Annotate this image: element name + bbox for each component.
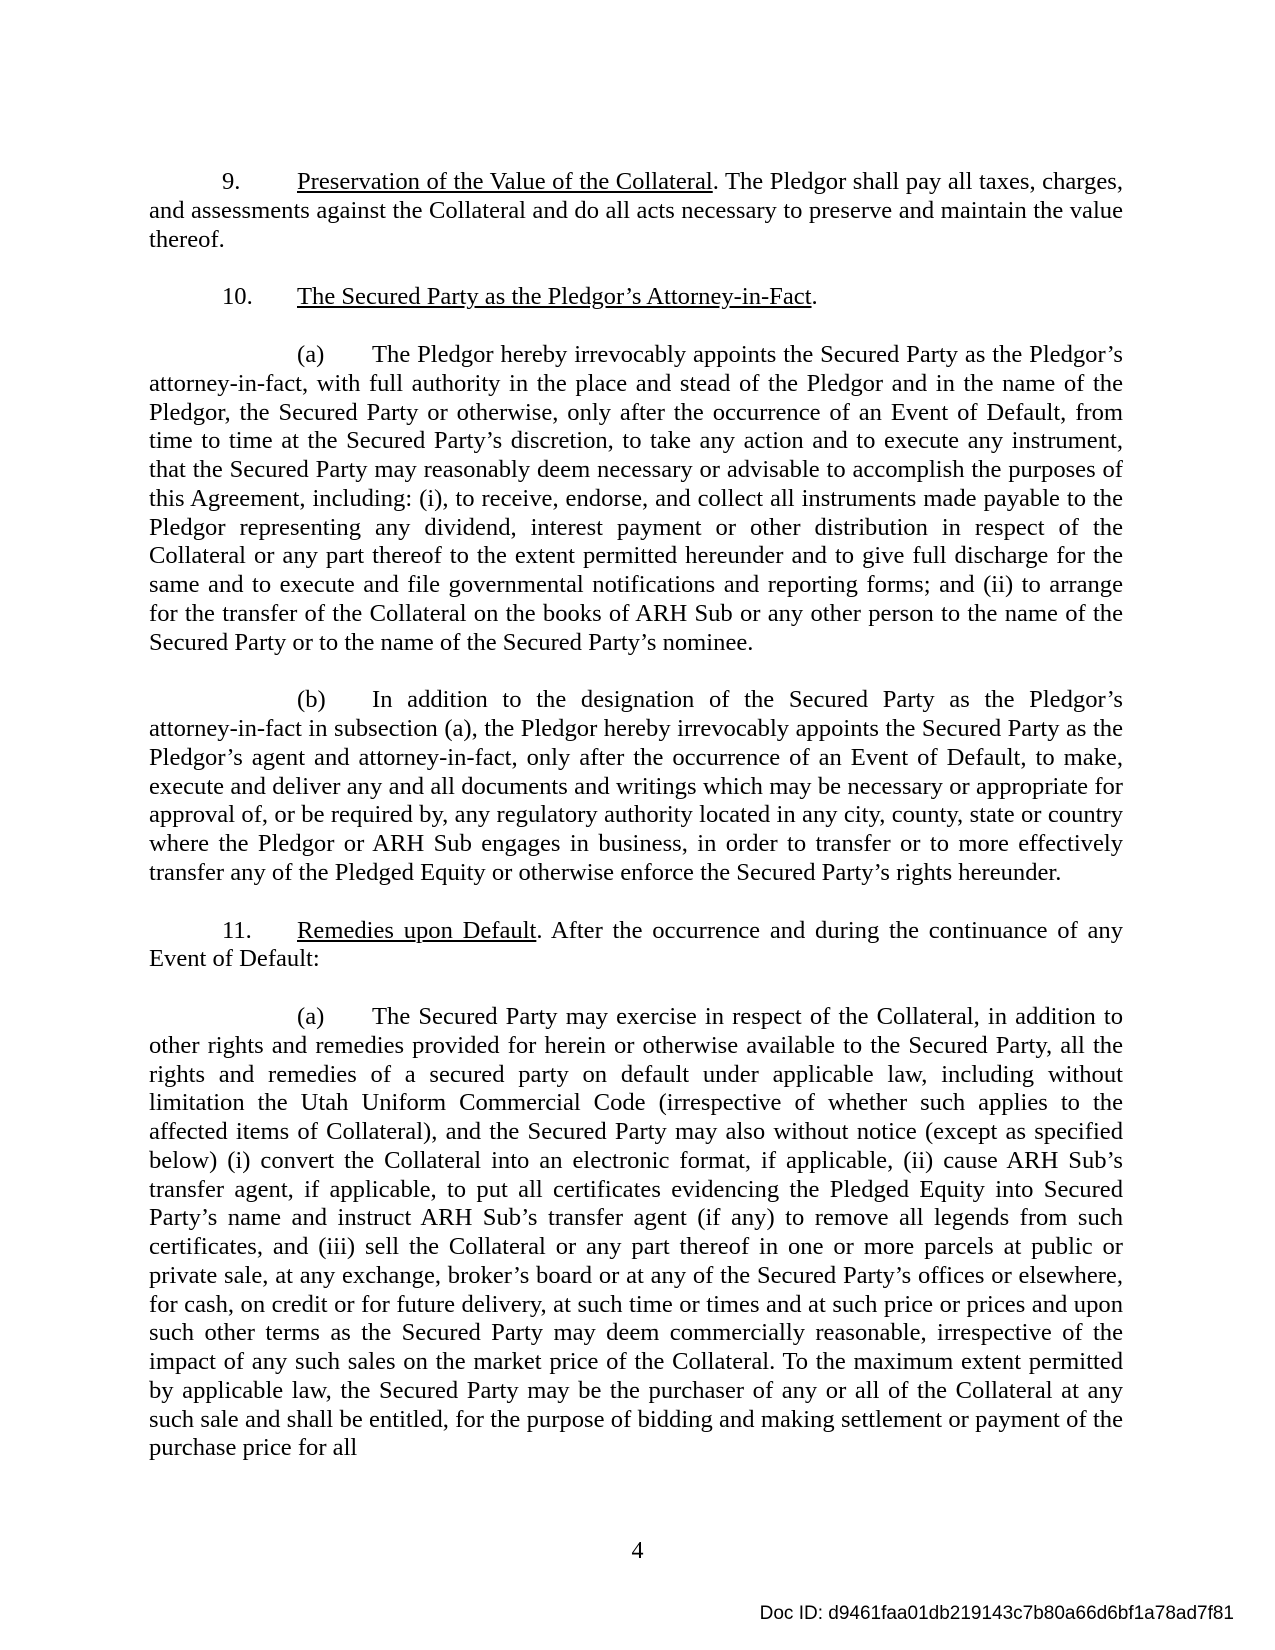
section-heading: The Secured Party as the Pledgor’s Attorney-in-Fact (297, 283, 812, 311)
section-9-paragraph (149, 168, 1123, 254)
subsection-text: The Pledgor hereby irrevocably appoints the Secured Party as the Pledgor’s attorney-in-fact, with full authority in the place and stead of the Pledgor and in the name of the Pledgor, the Secured Party or otherwise, only after the occurrence of an Event of Default, from time to time at the Secured Party’s discretion, to take any action and to execute any instrument, that the Secured Party may reasonably deem necessary or advisable to accomplish the purposes of this Agreement, including: (i), to receive, endorse, and collect all instruments made payable to the Pledgor representing any dividend, interest payment or other distribution in respect of the Collateral or any part thereof to the extent permitted hereunder and to give full discharge for the same and to execute and file governmental notifications and reporting forms; and (ii) to arrange for the transfer of the Collateral on the books of ARH Sub or any other person to the name of the Secured Party or to the name of the Secured Party’s nominee. (149, 341, 1123, 656)
subsection-label: (b) (297, 686, 326, 714)
section-11-paragraph (149, 917, 1123, 975)
subsection-text: In addition to the designation of the Secured Party as the Pledgor’s attorney-in-fact in subsection (a), the Pledgor hereby irrevocably appoints the Secured Party as the Pledgor’s agent and attorney-in-fact, only after the occurrence of an Event of Default, to make, execute and deliver any and all documents and writings which may be necessary or appropriate for approval of, or be required by, any regulatory authority located in any city, county, state or country where the Pledgor or ARH Sub engages in business, in order to transfer or to more effectively transfer any of the Pledged Equity or otherwise enforce the Secured Party’s rights hereunder. (149, 686, 1123, 886)
section-10a-paragraph (149, 341, 1123, 657)
section-heading: Remedies upon Default (297, 916, 537, 944)
subsection-label: (a) (297, 1003, 325, 1030)
subsection-label: (a) (297, 341, 325, 368)
section-10b-paragraph (149, 686, 1123, 887)
document-page (149, 168, 1123, 1492)
subsection-text: The Secured Party may exercise in respect of the Collateral, in addition to other rights and remedies provided for herein or otherwise available to the Secured Party, all the rights and remedies of a secured party on default under applicable law, including without limitation the Utah Uniform Commercial Code (irrespective of whether such applies to the affected items of Collateral), and the Secured Party may also without notice (except as specified below) (i) convert the Collateral into an electronic format, if applicable, (ii) cause ARH Sub’s transfer agent, if applicable, to put all certificates evidencing the Pledged Equity into Secured Party’s name and instruct ARH Sub’s transfer agent (if any) to remove all legends from such certificates, and (iii) sell the Collateral or any part thereof in one or more parcels at public or private sale, at any exchange, broker’s board or at any of the Secured Party’s offices or elsewhere, for cash, on credit or for future delivery, at such time or times and at such price or prices and upon such other terms as the Secured Party may deem commercially reasonable, irrespective of the impact of any such sales on the market price of the Collateral. To the maximum extent permitted by applicable law, the Secured Party may be the purchaser of any or all of the Collateral at any such sale and shall be entitled, for the purpose of bidding and making settlement or payment of the purchase price for all (149, 1003, 1123, 1462)
section-text: . (811, 283, 818, 311)
section-heading: Preservation of the Value of the Collateral (297, 168, 713, 195)
section-10-paragraph (149, 283, 1123, 312)
section-number: 9. (222, 168, 241, 195)
section-number: 10. (222, 283, 253, 311)
section-text: . The Pledgor shall pay all taxes, charges, and assessments against the Collateral and do all acts necessary to preserve and maintain the value thereof. (149, 168, 1123, 253)
section-text: . After the occurrence and during the continuance of any Event of Default: (149, 916, 1123, 973)
section-11a-paragraph (149, 1003, 1123, 1463)
page-number: 4 (631, 1538, 644, 1564)
section-number: 11. (222, 916, 252, 944)
doc-id: Doc ID: d9461faa01db219143c7b80a66d6bf1a78ad7f81 (759, 1603, 1234, 1624)
